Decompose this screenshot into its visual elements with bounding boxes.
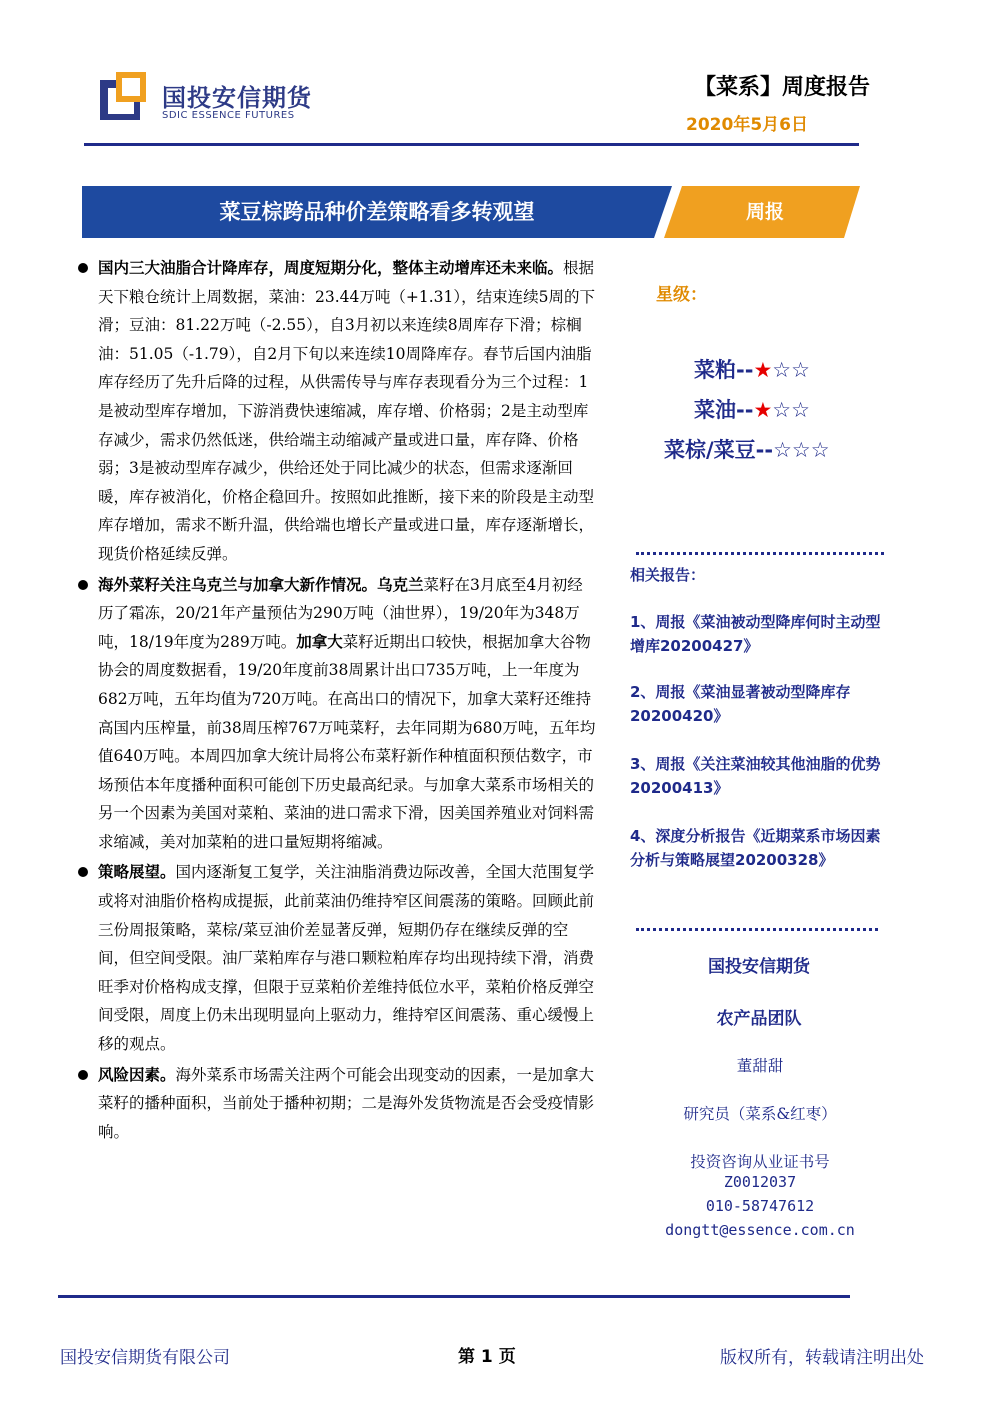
star-empty-icon: ☆☆☆ xyxy=(773,438,830,462)
bullet-inventory xyxy=(78,254,598,569)
footer-company: 国投安信期货有限公司 xyxy=(60,1348,230,1368)
report-type: 【菜系】周度报告 xyxy=(693,75,870,100)
logo-mark-icon xyxy=(98,70,154,126)
page-suffix: 页 xyxy=(498,1347,516,1367)
bullet-lead: 策略展望。 xyxy=(98,862,176,882)
bullet-body: 国内逐渐复工复学，关注油脂消费边际改善，全国大范围复学或将对油脂价格构成提振，此前菜油仍维持窄区间震荡的策略。回顾此前三份周报策略，菜棕/菜豆油价差显著反弹，短期仍存在继续反弹的空间，但空间受限。油厂菜粕库存与港口颗粒粕库存均出现持续下滑，消费旺季对价格构成支撑，但限于豆菜粕价差维持低位水平，菜粕价格反弹空间受限，周度上仍未出现明显向上驱动力，维持窄区间震荡、重心缓慢上移的观点。 xyxy=(98,863,595,1054)
bullet-body: 菜籽近期出口较快，根据加拿大谷物协会的周度数据看，19/20年度前38周累计出口735万吨，上一年度为682万吨，五年均值为720万吨。在高出口的情况下，加拿大菜籽还维持高国内压榨量，前38周压榨767万吨菜籽，去年同期为680万吨，五年均值640万吨。本周四加拿大统计局将公布菜籽新作种植面积预估数字，市场预估本年度播种面积可能创下历史最高纪录。与加拿大菜系市场相关的另一个因素为美国对菜粕、菜油的进口需求下滑，因美国养殖业对饲料需求缩减，美对加菜粕的进口量短期将缩减。 xyxy=(98,632,596,851)
dotted-divider xyxy=(636,928,878,931)
related-report-link[interactable]: 2、周报《菜油显著被动型降库存20200420》 xyxy=(630,683,851,725)
star-empty-icon: ☆☆ xyxy=(772,398,810,422)
bullet-body: 海外菜系市场需关注两个可能会出现变动的因素，一是加拿大菜籽的播种面积，当前处于播种初期；二是海外发货物流是否会受疫情影响。 xyxy=(98,1065,595,1141)
page-title: 菜豆棕跨品种价差策略看多转观望 xyxy=(219,200,535,224)
star-filled-icon: ★ xyxy=(753,358,773,382)
star-empty-icon: ☆☆ xyxy=(772,358,810,382)
title-banner xyxy=(82,186,860,238)
analyst-name: 董甜甜 xyxy=(736,1057,784,1075)
bullet-lead: 国内三大油脂合计降库存，周度短期分化，整体主动增库还未来临。 xyxy=(98,258,564,277)
bullet-emphasis: 乌克兰 xyxy=(377,574,424,594)
bullet-emphasis: 加拿大 xyxy=(296,631,343,651)
page-number xyxy=(458,1342,516,1367)
footer-copyright: 版权所有，转载请注明出处 xyxy=(720,1348,924,1368)
report-tag: 周报 xyxy=(745,201,784,223)
rating-oil xyxy=(694,394,810,424)
rating-label: 星级： xyxy=(656,285,707,305)
related-report-link[interactable]: 3、周报《关注菜油较其他油脂的优势20200413》 xyxy=(630,755,881,797)
cert-number: Z0012037 xyxy=(723,1173,797,1191)
bullet-risk xyxy=(78,1061,598,1147)
rating-name: 菜油-- xyxy=(694,398,754,422)
bullet-lead: 风险因素。 xyxy=(98,1064,176,1084)
header-divider xyxy=(84,143,859,146)
bullet-lead: 海外菜籽关注乌克兰与加拿大新作情况。 xyxy=(98,574,378,594)
team-name: 农产品团队 xyxy=(716,1009,802,1029)
dotted-divider xyxy=(636,552,884,555)
rating-meal xyxy=(694,354,810,384)
cert-label: 投资咨询从业证书号 xyxy=(690,1153,830,1171)
rating-name: 菜粕-- xyxy=(694,358,754,382)
related-report-link[interactable]: 4、深度分析报告《近期菜系市场因素分析与策略展望20200328》 xyxy=(630,827,881,869)
phone-number: 010-58747612 xyxy=(705,1197,815,1215)
rating-spread xyxy=(664,434,830,464)
main-content xyxy=(78,254,598,1148)
related-report-link[interactable]: 1、周报《菜油被动型降库何时主动型增库20200427》 xyxy=(630,613,881,655)
company-name: 国投安信期货 xyxy=(708,957,810,977)
rating-name: 菜棕/菜豆-- xyxy=(664,438,774,462)
page-prefix: 第 xyxy=(458,1347,475,1367)
bullet-body: 菜籽在3月底至4月初经历了霜冻，20/21年产量预估为290万吨（油世界），19/20年为348万吨，18/19年度为289万吨。 xyxy=(98,575,583,651)
email-link[interactable]: dongtt@essence.com.cn xyxy=(665,1221,855,1239)
logo-text-en: SDIC ESSENCE FUTURES xyxy=(162,110,295,121)
bullet-overseas xyxy=(78,571,598,857)
company-logo xyxy=(98,70,338,130)
bullet-strategy xyxy=(78,858,598,1058)
bullet-body: 根据天下粮仓统计上周数据，菜油：23.44万吨（+1.31），结束连续5周的下滑；豆油：81.22万吨（-2.55），自3月初以来连续8周库存下滑；棕榈油：51.05（-1.79），自2月下旬以来连续10周降库存。春节后国内油脂库存经历了先升后降的过程，从供需传导与库存表现看分为三个过程：1是被动型库存增加，下游消费快速缩减，库存增、价格弱；2是主动型库存减少，需求仍然低迷，供给端主动缩减产量或进口量，库存降、价格弱；3是被动型库存减少，供给还处于同比减少的状态，但需求逐渐回暖，库存被消化，价格企稳回升。按照如此推断，接下来的阶段是主动型库存增加，需求不断升温，供给端也增长产量或进口量，库存逐渐增长，现货价格延续反弹。 xyxy=(98,259,595,563)
logo-text-cn: 国投安信期货 xyxy=(162,84,312,112)
report-date: 2020年5月6日 xyxy=(686,115,808,135)
related-reports-title: 相关报告： xyxy=(630,566,706,584)
star-filled-icon: ★ xyxy=(753,398,773,422)
analyst-role: 研究员（菜系&红枣） xyxy=(683,1105,837,1123)
footer-divider xyxy=(58,1295,850,1298)
page-no: 1 xyxy=(480,1347,493,1367)
